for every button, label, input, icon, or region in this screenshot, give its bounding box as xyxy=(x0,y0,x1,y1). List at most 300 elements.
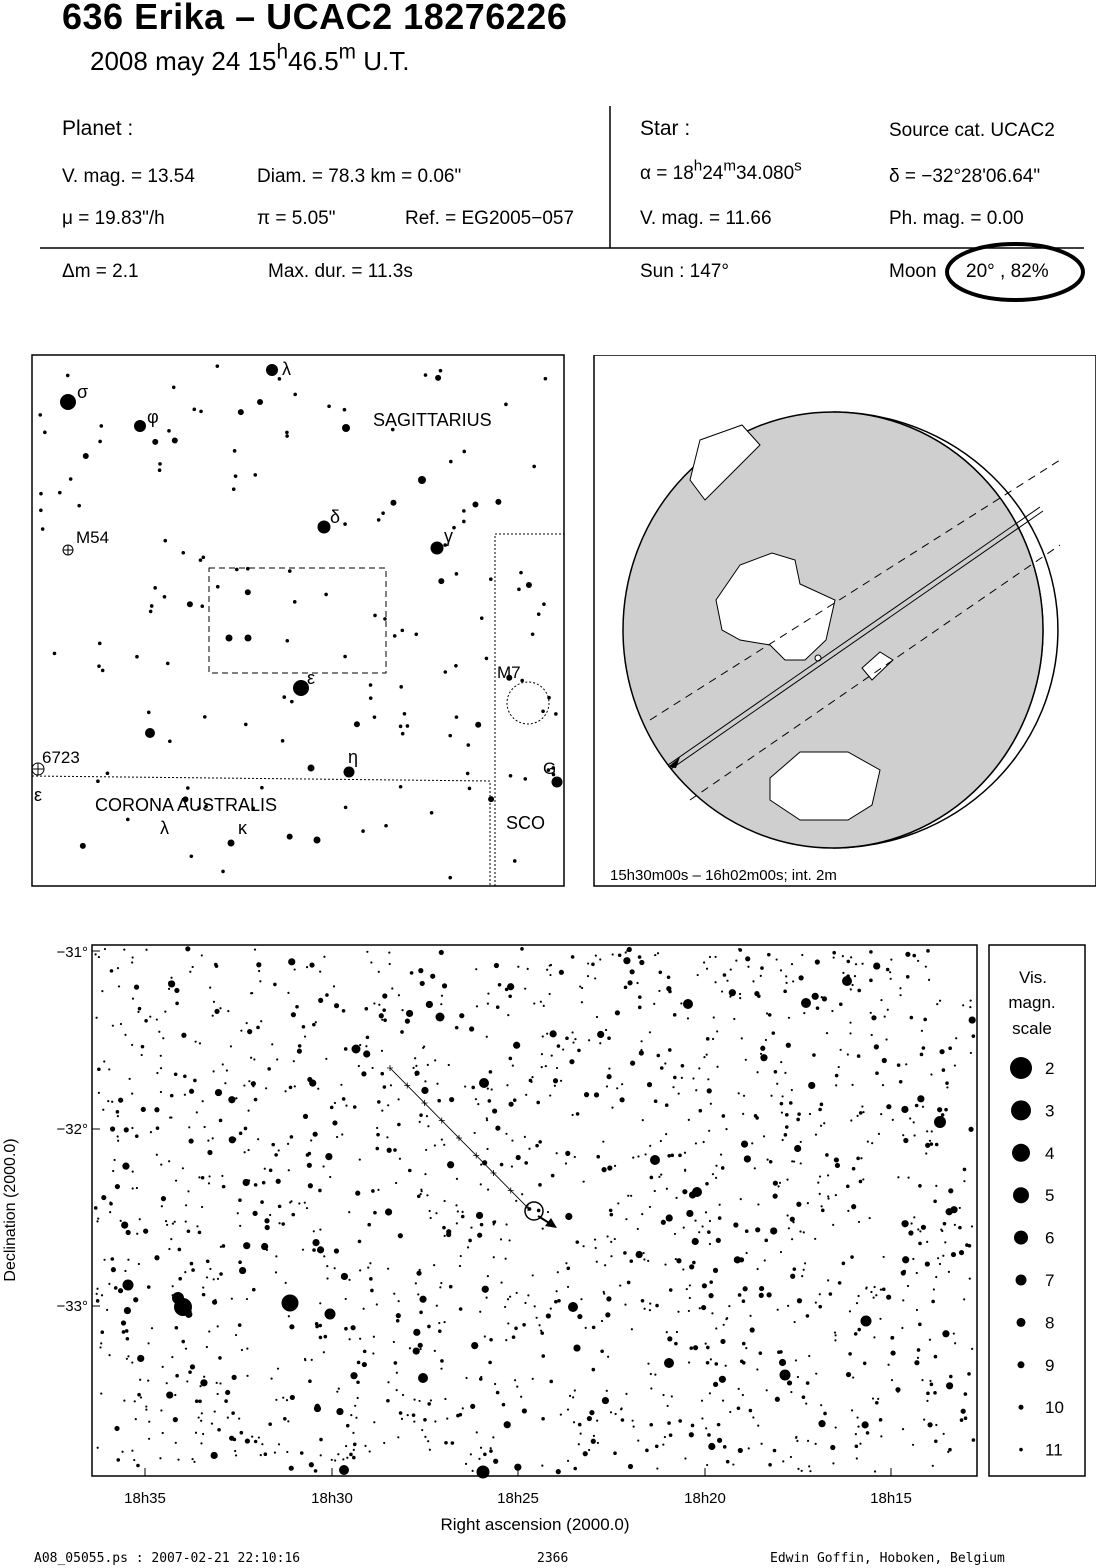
field-star xyxy=(442,1226,446,1230)
field-star xyxy=(195,1041,197,1043)
field-star xyxy=(709,1220,711,1222)
legend-star-symbol xyxy=(1019,1405,1024,1410)
field-star xyxy=(147,1380,149,1382)
field-star xyxy=(706,1346,710,1350)
finder-star xyxy=(399,785,403,789)
field-star xyxy=(160,1055,162,1057)
field-star xyxy=(175,1326,179,1330)
field-star xyxy=(345,1298,347,1300)
field-star xyxy=(184,1094,186,1096)
field-star xyxy=(729,989,736,996)
field-star xyxy=(252,1288,256,1292)
field-star xyxy=(96,1288,98,1290)
field-star xyxy=(821,1209,825,1213)
field-star xyxy=(298,1044,302,1048)
field-star xyxy=(370,961,372,963)
field-star xyxy=(486,1036,488,1038)
field-star xyxy=(198,1176,200,1178)
field-star xyxy=(265,1225,270,1230)
field-star xyxy=(256,1026,260,1030)
field-star xyxy=(254,1440,258,1444)
finder-star xyxy=(253,473,257,477)
finder-star xyxy=(126,818,130,822)
field-star xyxy=(434,1059,436,1061)
field-star xyxy=(733,1222,738,1227)
field-star xyxy=(899,987,901,989)
field-star xyxy=(572,1114,574,1116)
field-star xyxy=(580,1433,582,1435)
field-star xyxy=(918,1323,922,1327)
field-star xyxy=(161,1196,166,1201)
field-star xyxy=(740,1198,742,1200)
field-star xyxy=(899,994,901,996)
field-star xyxy=(524,988,526,990)
field-star xyxy=(217,1428,221,1432)
field-star xyxy=(522,1408,527,1413)
field-star xyxy=(196,1225,198,1227)
field-star xyxy=(658,990,660,992)
field-star xyxy=(624,986,628,990)
field-star xyxy=(748,1447,750,1449)
field-star xyxy=(380,1072,384,1076)
field-star xyxy=(161,1205,163,1207)
field-star xyxy=(376,1127,378,1129)
field-star xyxy=(306,966,308,968)
field-star xyxy=(219,1382,221,1384)
field-star xyxy=(850,1255,854,1259)
field-star xyxy=(265,1087,267,1089)
field-star xyxy=(140,1396,142,1398)
field-star xyxy=(649,1031,651,1033)
finder-star xyxy=(466,772,470,776)
field-star xyxy=(217,1278,219,1280)
field-star xyxy=(162,1366,164,1368)
field-star xyxy=(358,1065,360,1067)
finder-star xyxy=(373,715,377,719)
field-star xyxy=(632,1157,634,1159)
field-star xyxy=(414,1071,419,1076)
field-star xyxy=(606,1296,611,1301)
field-star xyxy=(212,1137,214,1139)
field-star xyxy=(201,954,203,956)
field-star xyxy=(276,1058,278,1060)
finder-star xyxy=(449,460,453,464)
field-star xyxy=(209,1268,211,1270)
field-star xyxy=(398,1233,403,1238)
field-star xyxy=(427,1125,429,1127)
field-star xyxy=(419,1311,423,1315)
field-star xyxy=(602,1141,604,1143)
field-star xyxy=(470,1227,472,1229)
field-star xyxy=(135,1134,139,1138)
field-star xyxy=(254,1098,258,1102)
field-star xyxy=(587,1416,592,1421)
field-star xyxy=(224,1399,228,1403)
field-star xyxy=(118,1288,123,1293)
field-star xyxy=(912,1444,914,1446)
field-star xyxy=(372,1352,374,1354)
field-star xyxy=(323,1255,325,1257)
field-star xyxy=(99,1346,101,1348)
field-star xyxy=(619,1284,621,1286)
field-star xyxy=(482,1286,489,1293)
field-star xyxy=(311,1359,313,1361)
field-star xyxy=(344,1047,348,1051)
field-star xyxy=(749,1315,751,1317)
field-star xyxy=(407,1414,409,1416)
field-star xyxy=(890,978,892,980)
field-star xyxy=(780,1061,782,1063)
greek-sigma: σ xyxy=(77,382,89,402)
field-star xyxy=(275,1255,277,1257)
field-star xyxy=(803,1231,805,1233)
field-star xyxy=(592,1326,596,1330)
field-star xyxy=(929,1380,931,1382)
field-star xyxy=(902,1299,904,1301)
field-star xyxy=(494,1383,496,1385)
field-star xyxy=(338,1388,340,1390)
field-star xyxy=(496,1391,500,1395)
field-star xyxy=(826,1032,828,1034)
field-star xyxy=(375,1147,379,1151)
field-star xyxy=(495,1126,500,1131)
star-source-catalog: Source cat. UCAC2 xyxy=(889,120,1055,141)
field-star xyxy=(612,953,614,955)
field-star xyxy=(221,1175,223,1177)
field-star xyxy=(791,1238,793,1240)
field-star xyxy=(820,1205,822,1207)
field-star xyxy=(260,1020,262,1022)
field-star xyxy=(350,1414,352,1416)
field-star xyxy=(239,1267,246,1274)
field-star xyxy=(170,977,172,979)
finder-star xyxy=(172,438,178,444)
field-star xyxy=(801,954,803,956)
field-star xyxy=(496,1005,500,1009)
field-star xyxy=(166,1382,168,1384)
field-star xyxy=(954,1064,956,1066)
finder-star xyxy=(285,639,289,643)
greek-lambda: λ xyxy=(282,359,291,379)
field-star xyxy=(961,1409,966,1414)
field-star xyxy=(681,1077,683,1079)
legend-magnitude-label: 11 xyxy=(1045,1440,1063,1460)
field-star xyxy=(594,977,596,979)
field-star xyxy=(695,1089,697,1091)
field-star xyxy=(581,1001,583,1003)
field-star xyxy=(107,1100,109,1102)
field-star xyxy=(944,1108,948,1112)
finder-star xyxy=(390,500,396,506)
field-star xyxy=(275,1271,277,1273)
greek-epsilon-cra: ε xyxy=(34,785,43,805)
field-star xyxy=(599,958,601,960)
finder-star xyxy=(384,824,388,828)
field-star xyxy=(274,1451,276,1453)
field-star xyxy=(959,1250,964,1255)
field-star xyxy=(710,1358,712,1360)
field-star xyxy=(278,1443,280,1445)
finder-star xyxy=(181,551,185,555)
field-star xyxy=(397,1436,399,1438)
field-star xyxy=(425,1149,427,1151)
field-star xyxy=(902,1256,909,1263)
field-star xyxy=(890,1350,895,1355)
field-star xyxy=(670,1154,674,1158)
field-star xyxy=(649,1303,651,1305)
finder-star xyxy=(135,655,139,659)
field-star xyxy=(756,1071,758,1073)
field-star xyxy=(422,1047,424,1049)
field-star xyxy=(470,1404,475,1409)
field-star xyxy=(921,1030,923,1032)
field-star xyxy=(459,1265,461,1267)
field-star xyxy=(650,1159,652,1161)
field-star xyxy=(779,1350,783,1354)
field-star xyxy=(103,1060,105,1062)
field-star xyxy=(965,1243,969,1247)
field-star xyxy=(364,1445,366,1447)
field-star xyxy=(576,1112,580,1116)
finder-star xyxy=(234,474,238,478)
field-star xyxy=(178,1248,182,1252)
field-star xyxy=(759,1351,763,1355)
field-star xyxy=(637,1440,639,1442)
field-star xyxy=(185,946,190,951)
field-star xyxy=(527,968,529,970)
field-star xyxy=(118,985,120,987)
field-star xyxy=(820,1125,822,1127)
finder-star xyxy=(401,629,405,633)
field-star xyxy=(794,1145,801,1152)
field-star xyxy=(650,1373,652,1375)
x-tick-label: 18h35 xyxy=(124,1490,166,1507)
field-star xyxy=(136,1233,138,1235)
moon-label: Moon xyxy=(889,261,937,282)
field-star xyxy=(557,1299,561,1303)
field-star xyxy=(755,1116,759,1120)
legend-magnitude-label: 2 xyxy=(1045,1059,1055,1078)
field-star xyxy=(948,1188,953,1193)
field-star xyxy=(916,1309,918,1311)
field-star xyxy=(692,1238,699,1245)
finder-star xyxy=(475,722,481,728)
field-star xyxy=(288,958,295,965)
finder-star xyxy=(226,635,233,642)
field-star xyxy=(444,1235,446,1237)
field-star xyxy=(308,1183,313,1188)
legend-star-symbol xyxy=(1018,1361,1025,1368)
field-star xyxy=(569,1059,574,1064)
field-star xyxy=(219,1119,223,1123)
field-star xyxy=(376,1133,380,1137)
field-star xyxy=(705,1182,709,1186)
field-star xyxy=(224,1082,226,1084)
field-star xyxy=(835,1163,840,1168)
field-star xyxy=(692,1077,694,1079)
field-star xyxy=(448,1064,450,1066)
field-star xyxy=(735,960,737,962)
field-star xyxy=(383,1085,387,1089)
legend-title: magn. xyxy=(1008,993,1056,1012)
field-star xyxy=(439,950,444,955)
field-star xyxy=(106,1309,108,1311)
field-star xyxy=(874,1044,879,1049)
field-star xyxy=(100,1392,102,1394)
field-star xyxy=(486,1117,488,1119)
field-star xyxy=(314,1469,318,1473)
field-star xyxy=(887,1009,889,1011)
field-star xyxy=(138,1263,140,1265)
field-star xyxy=(261,1443,263,1445)
field-star xyxy=(832,1224,834,1226)
field-star xyxy=(541,1354,545,1358)
field-star xyxy=(287,1420,289,1422)
field-star xyxy=(160,1067,162,1069)
field-star xyxy=(573,1421,575,1423)
field-star xyxy=(441,1138,443,1140)
field-star xyxy=(125,1329,129,1333)
field-star xyxy=(369,1277,373,1281)
globe-caption: 15h30m00s – 16h02m00s; int. 2m xyxy=(610,867,837,884)
field-star xyxy=(805,1402,807,1404)
field-star xyxy=(417,1194,421,1198)
field-star xyxy=(260,1200,264,1204)
field-star xyxy=(542,1227,544,1229)
field-star xyxy=(315,1322,319,1326)
field-star xyxy=(807,1440,809,1442)
finder-star xyxy=(141,424,145,428)
field-star xyxy=(839,1002,843,1006)
finder-star xyxy=(145,728,155,738)
field-star xyxy=(412,1067,414,1069)
field-star xyxy=(150,1131,152,1133)
field-star xyxy=(601,1167,606,1172)
field-star xyxy=(709,956,711,958)
field-star xyxy=(456,1222,458,1224)
finder-star xyxy=(238,409,244,415)
star-right-ascension: $\alpha = 18^h24^m34.080^s$ xyxy=(640,157,802,184)
field-star xyxy=(319,1302,321,1304)
finder-star xyxy=(424,373,428,377)
field-star xyxy=(855,963,857,965)
field-star xyxy=(577,1049,581,1053)
field-star xyxy=(137,1355,144,1362)
field-star xyxy=(262,1181,266,1185)
field-star xyxy=(800,1141,802,1143)
field-star xyxy=(339,1465,349,1475)
field-star xyxy=(174,1072,178,1076)
field-star xyxy=(877,1398,879,1400)
field-star xyxy=(543,1005,545,1007)
field-star xyxy=(655,1444,659,1448)
field-star xyxy=(367,1223,371,1227)
finder-star xyxy=(418,476,426,484)
field-star xyxy=(507,1322,509,1324)
field-star xyxy=(447,1161,454,1168)
field-star xyxy=(165,1220,167,1222)
field-star xyxy=(607,1356,609,1358)
field-star xyxy=(611,1106,613,1108)
field-star xyxy=(190,1364,195,1369)
field-star xyxy=(520,947,524,951)
field-star xyxy=(933,1391,937,1395)
field-star xyxy=(198,1400,202,1404)
field-star xyxy=(145,1405,147,1407)
field-star xyxy=(131,1127,133,1129)
field-star xyxy=(486,1148,488,1150)
field-star xyxy=(565,1162,567,1164)
field-star xyxy=(188,1126,190,1128)
field-star xyxy=(722,1400,724,1402)
field-star xyxy=(420,981,425,986)
field-star xyxy=(962,1004,964,1006)
field-star xyxy=(359,1044,361,1046)
field-star xyxy=(626,950,628,952)
field-star xyxy=(610,1255,612,1257)
finder-star xyxy=(435,375,441,381)
x-tick-label: 18h25 xyxy=(497,1490,539,1507)
field-star xyxy=(926,1130,928,1132)
field-star xyxy=(815,1443,817,1445)
field-star xyxy=(669,1433,673,1437)
finder-star xyxy=(101,669,105,673)
field-star xyxy=(156,1126,160,1130)
field-star xyxy=(359,1338,361,1340)
finder-star xyxy=(513,859,517,863)
field-star xyxy=(594,1092,599,1097)
field-star xyxy=(925,1152,927,1154)
field-star xyxy=(319,1336,323,1340)
field-star xyxy=(554,1300,558,1304)
field-star xyxy=(948,1046,952,1050)
field-star xyxy=(398,994,400,996)
field-star xyxy=(770,1095,772,1097)
field-star xyxy=(897,1391,899,1393)
field-star xyxy=(271,1043,273,1045)
field-star xyxy=(718,1216,722,1220)
field-star xyxy=(434,1144,436,1146)
field-star xyxy=(654,1374,656,1376)
field-star xyxy=(892,1119,894,1121)
field-star xyxy=(440,1368,442,1370)
field-star xyxy=(647,1363,649,1365)
field-star xyxy=(336,1408,343,1415)
field-star xyxy=(240,1431,244,1435)
field-star xyxy=(481,1079,483,1081)
field-star xyxy=(915,1104,919,1108)
field-star xyxy=(185,1220,187,1222)
field-star xyxy=(233,1438,237,1442)
field-star xyxy=(573,1467,577,1471)
field-star xyxy=(446,1229,451,1234)
field-star xyxy=(958,1226,962,1230)
field-star xyxy=(313,1132,318,1137)
field-star xyxy=(641,1299,645,1303)
field-star xyxy=(266,1249,268,1251)
field-star xyxy=(692,1261,696,1265)
field-star xyxy=(345,1445,347,1447)
field-star xyxy=(235,1454,237,1456)
field-star xyxy=(749,1409,753,1413)
field-star xyxy=(870,1012,872,1014)
field-star xyxy=(330,1106,334,1110)
field-star xyxy=(136,1464,140,1468)
field-star xyxy=(214,1410,216,1412)
field-star xyxy=(464,1085,466,1087)
field-star xyxy=(322,1165,324,1167)
field-star xyxy=(861,963,863,965)
